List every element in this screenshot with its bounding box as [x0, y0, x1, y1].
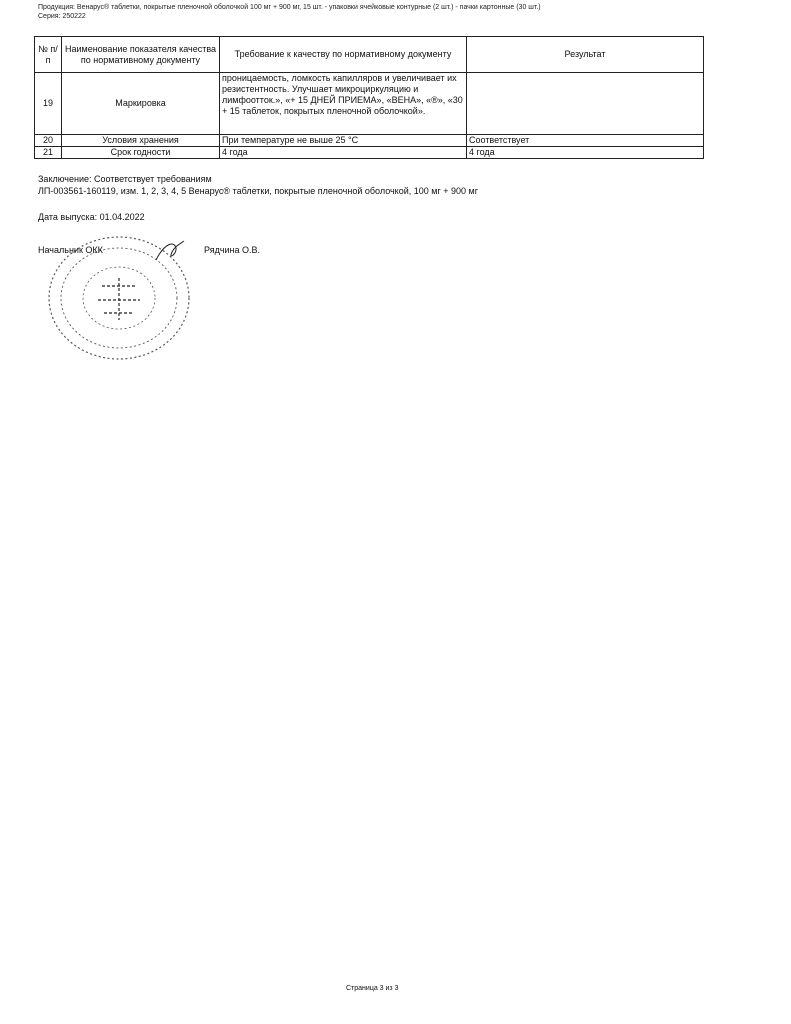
series-line: Серия: 250222	[38, 12, 86, 20]
table-header-row	[35, 37, 704, 73]
row-number: 21	[35, 147, 62, 159]
column-header-indicator: Наименование показателя качества по нормативному документу	[62, 37, 220, 73]
signatory-role: Начальник ОКК	[38, 245, 103, 255]
requirement-text: При температуре не выше 25 °C	[220, 135, 467, 147]
indicator-name: Срок годности	[62, 147, 220, 159]
document-header	[38, 4, 541, 21]
table-row	[35, 147, 704, 159]
row-number: 19	[35, 73, 62, 135]
conclusion-line-2: ЛП-003561-160119, изм. 1, 2, 3, 4, 5 Венарус® таблетки, покрытые пленочной оболочкой, 100 мг + 900 мг	[38, 186, 478, 196]
quality-table	[34, 36, 704, 159]
result-value	[467, 73, 704, 135]
release-date: Дата выпуска: 01.04.2022	[38, 212, 145, 222]
column-header-result: Результат	[467, 37, 704, 73]
column-header-requirement: Требование к качеству по нормативному документу	[220, 37, 467, 73]
page-number: Страница 3 из 3	[346, 985, 399, 992]
conclusion	[38, 173, 478, 197]
product-line: Продукция: Венарус® таблетки, покрытые пленочной оболочкой 100 мг + 900 мг, 15 шт. - упаковки ячейковые контурные (2 шт.) - пачки картонные (30 шт.)	[38, 4, 541, 11]
signatory-name: Рядчина О.В.	[204, 245, 261, 255]
table-row	[35, 135, 704, 147]
conclusion-line-1: Заключение: Соответствует требованиям	[38, 174, 212, 184]
requirement-text: 4 года	[220, 147, 467, 159]
row-number: 20	[35, 135, 62, 147]
column-header-number: № п/п	[35, 37, 62, 73]
result-value: 4 года	[467, 147, 704, 159]
requirement-text: проницаемость, ломкость капилляров и увеличивает их резистентность. Улучшает микроциркуляцию и лимфоотток.», «+ 15 ДНЕЙ ПРИЕМА», «ВЕНА», «®», «30 + 15 таблеток, покрытых пленочной оболочкой».	[220, 73, 467, 135]
signature-scribble	[150, 238, 190, 266]
indicator-name: Условия хранения	[62, 135, 220, 147]
table-row	[35, 73, 704, 135]
indicator-name: Маркировка	[62, 73, 220, 135]
result-value: Соответствует	[467, 135, 704, 147]
